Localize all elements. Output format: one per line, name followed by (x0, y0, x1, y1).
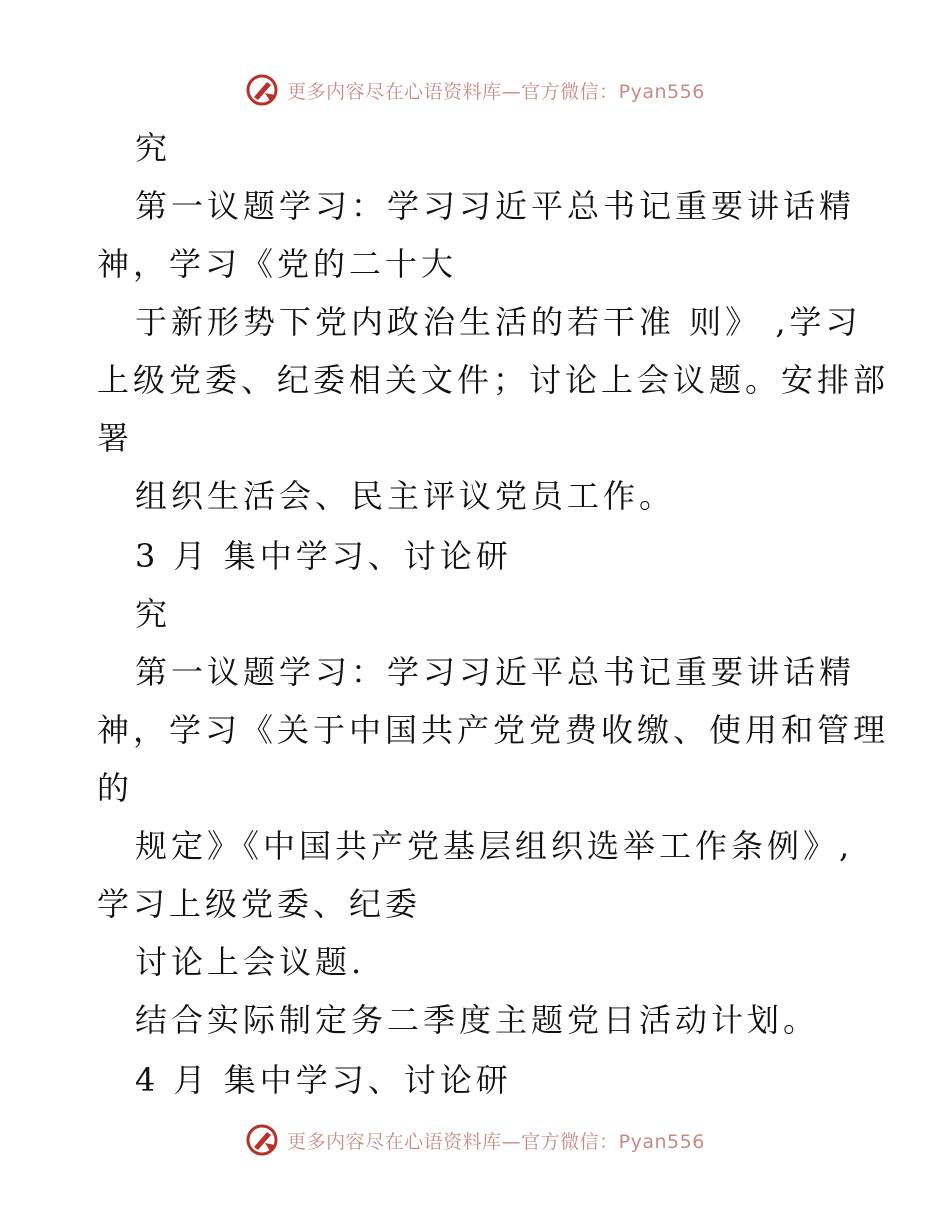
body-line: 上级党委、纪委相关文件；讨论上会议题。安排部 (97, 361, 890, 399)
logo-icon (245, 1123, 279, 1157)
body-line: 的 (97, 769, 134, 807)
body-line: 神，学习《关于中国共产党党费收缴、使用和管理 (97, 711, 890, 749)
body-line: 于新形势下党内政治生活的若干准 则》 ,学习 (135, 303, 862, 341)
body-line: 究 (135, 129, 172, 167)
wechat-id: Pyan556 (618, 80, 705, 103)
wechat-id: Pyan556 (618, 1130, 705, 1153)
body-line: 究 (135, 595, 172, 633)
body-line: 第一议题学习：学习习近平总书记重要讲话精 (135, 187, 856, 225)
banner-text (287, 1127, 705, 1154)
logo-icon (245, 73, 279, 107)
body-line: 组织生活会、民主评议党员工作。 (135, 477, 676, 515)
banner-label: 更多内容尽在心语资料库—官方微信： (287, 80, 619, 103)
body-line: 讨论上会议题. (135, 943, 366, 981)
body-line: 署 (97, 419, 134, 457)
body-line: 4 月 集中学习、讨论研 (135, 1061, 512, 1099)
body-line: 结合实际制定务二季度主题党日活动计划。 (135, 1001, 820, 1039)
banner-label: 更多内容尽在心语资料库—官方微信： (287, 1130, 619, 1153)
body-line: 3 月 集中学习、讨论研 (135, 537, 512, 575)
header-banner (0, 70, 950, 110)
banner-text (287, 77, 705, 104)
body-line: 神，学习《党的二十大 (97, 245, 458, 283)
body-line: 学习上级党委、纪委 (97, 885, 422, 923)
body-line: 第一议题学习：学习习近平总书记重要讲话精 (135, 653, 856, 691)
body-line: 规定》《中国共产党基层组织选举工作条例》, (135, 827, 854, 865)
footer-banner (0, 1120, 950, 1160)
